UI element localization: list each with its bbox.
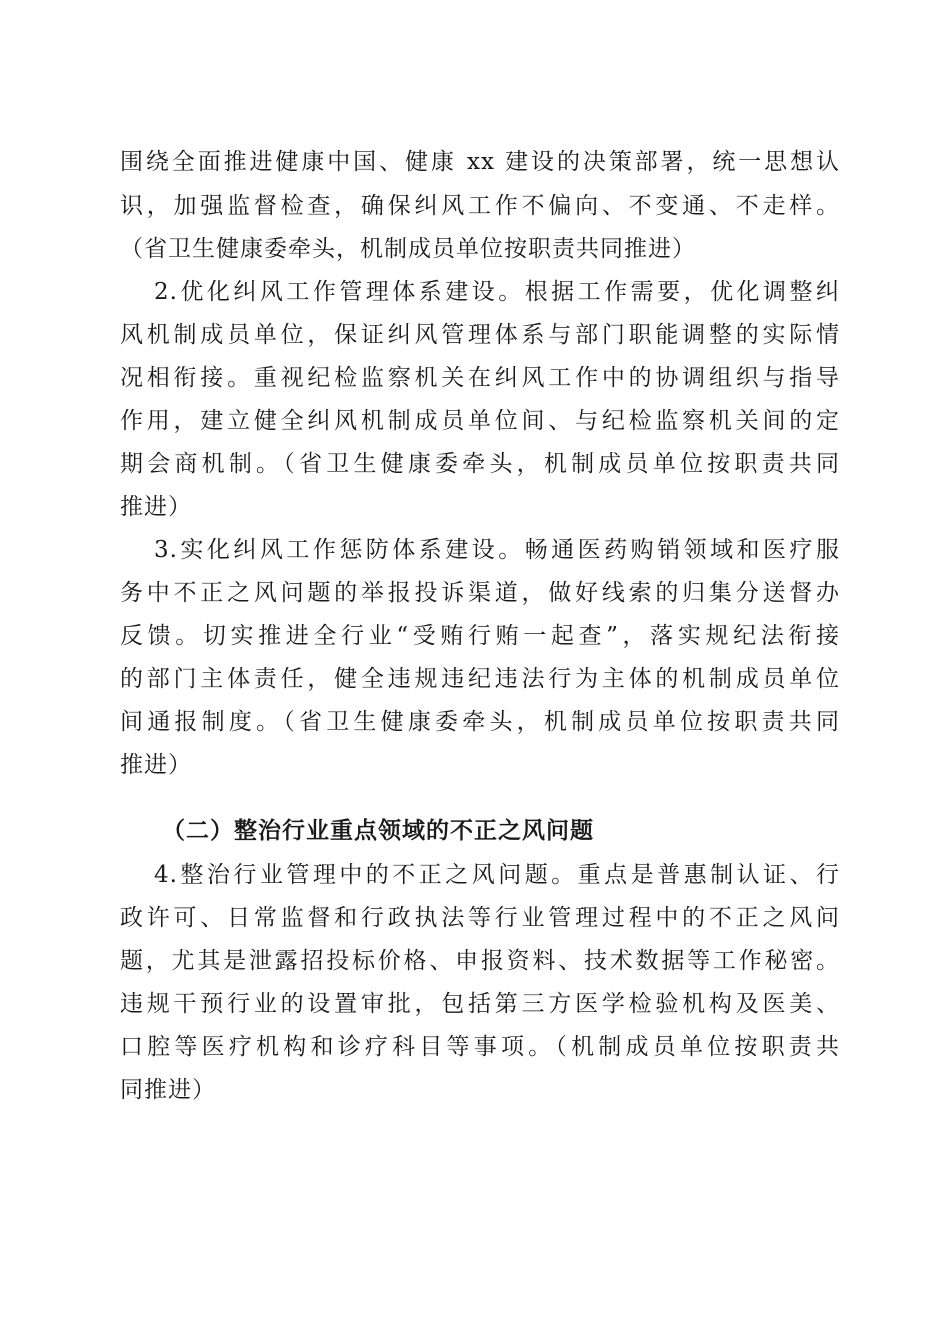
text-line: 违规干预行业的设置审批，包括第三方医学检验机构及医美、: [120, 991, 840, 1017]
text-line: 的部门主体责任，健全违规违纪违法行为主体的机制成员单位: [120, 666, 840, 692]
text-line: 同推进）: [120, 1077, 216, 1103]
paragraph-start-item-2: 2.优化纠风工作管理体系建设。根据工作需要，优化调整纠: [154, 279, 840, 305]
text-line: 务中不正之风问题的举报投诉渠道，做好线索的归集分送督办: [120, 580, 840, 606]
text-line: 期会商机制。（省卫生健康委牵头，机制成员单位按职责共同: [120, 451, 840, 477]
text-line: 围绕全面推进健康中国、健康 xx 建设的决策部署，统一思想认: [120, 149, 840, 175]
text-line: 作用，建立健全纠风机制成员单位间、与纪检监察机关间的定: [120, 408, 840, 434]
text-line: 识，加强监督检查，确保纠风工作不偏向、不变通、不走样。: [120, 193, 840, 219]
paragraph-start-item-3: 3.实化纠风工作惩防体系建设。畅通医药购销领域和医疗服: [154, 537, 840, 563]
text-line: （省卫生健康委牵头，机制成员单位按职责共同推进）: [120, 236, 696, 262]
text-line: 推进）: [120, 494, 192, 520]
text-line: 题，尤其是泄露招投标价格、申报资料、技术数据等工作秘密。: [120, 948, 840, 974]
text-line: 政许可、日常监督和行政执法等行业管理过程中的不正之风问: [120, 905, 840, 931]
section-heading: （二）整治行业重点领域的不正之风问题: [162, 818, 594, 844]
text-line: 口腔等医疗机构和诊疗科目等事项。（机制成员单位按职责共: [120, 1034, 840, 1060]
text-line: 况相衔接。重视纪检监察机关在纠风工作中的协调组织与指导: [120, 365, 840, 391]
text-line: 风机制成员单位，保证纠风管理体系与部门职能调整的实际情: [120, 322, 840, 348]
text-line: 间通报制度。（省卫生健康委牵头，机制成员单位按职责共同: [120, 709, 840, 735]
text-line: 反馈。切实推进全行业“受贿行贿一起查”，落实规纪法衔接: [120, 623, 840, 649]
paragraph-start-item-4: 4.整治行业管理中的不正之风问题。重点是普惠制认证、行: [154, 862, 840, 888]
text-line: 推进）: [120, 752, 192, 778]
